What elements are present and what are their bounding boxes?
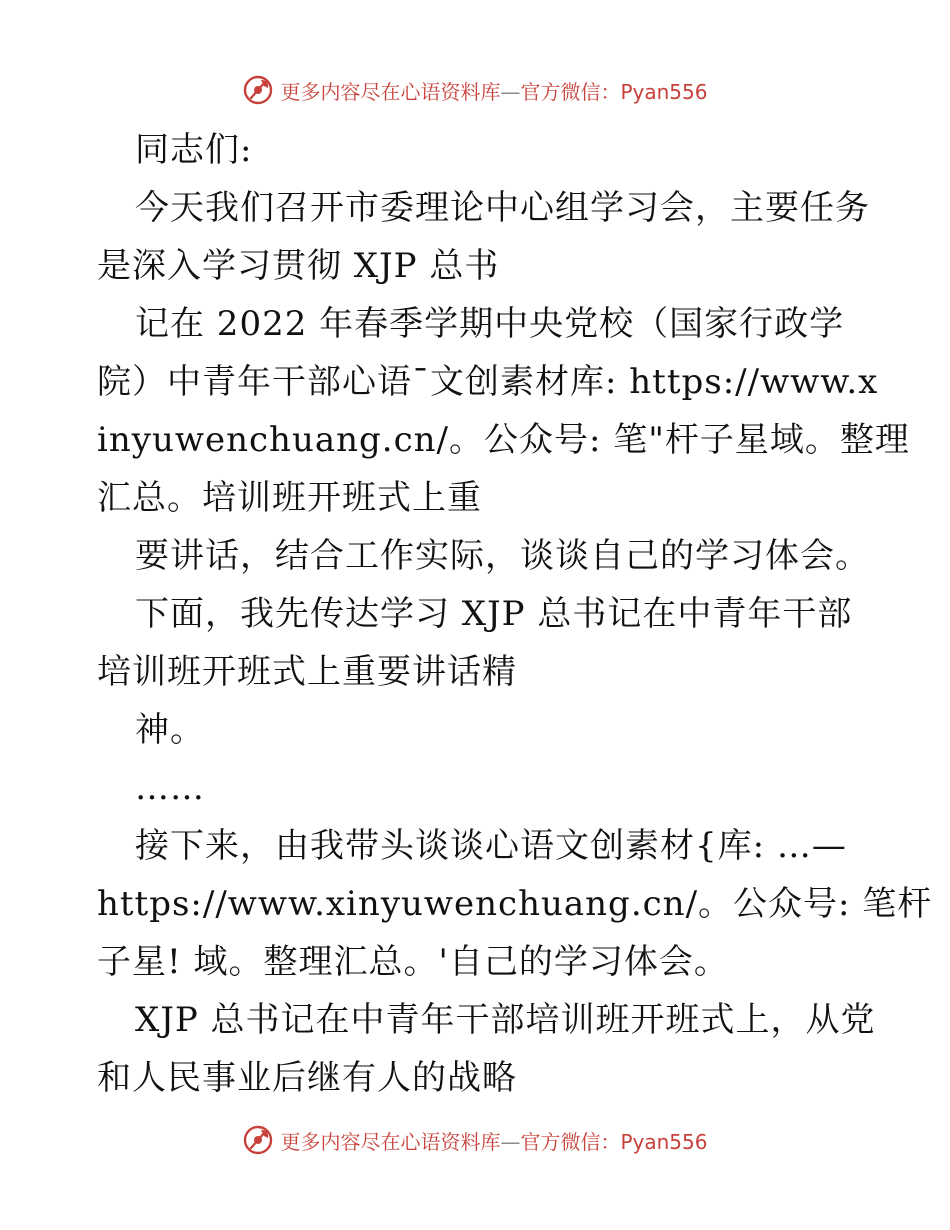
text-line: XJP 总书记在中青年干部培训班开班式上，从党 bbox=[135, 1000, 876, 1040]
text-line: …… bbox=[135, 768, 205, 808]
footer-banner bbox=[0, 1120, 950, 1160]
text-line: 是深入学习贯彻 XJP 总书 bbox=[97, 246, 500, 286]
text-line: 今天我们召开市委理论中心组学习会，主要任务 bbox=[135, 188, 870, 228]
document-body bbox=[97, 121, 933, 1107]
footer-banner-wechat-text: 官方微信：Pyan556 bbox=[520, 1129, 708, 1154]
text-line: 记在 2022 年春季学期中央党校（国家行政学 bbox=[135, 304, 845, 344]
text-line: 培训班开班式上重要讲话精 bbox=[97, 652, 517, 692]
banner-separator: — bbox=[500, 79, 521, 104]
text-line: 院）中青年干部心语¯文创素材库: https://www.x bbox=[97, 362, 879, 402]
text-line: 子星! 域。整理汇总。'自己的学习体会。 bbox=[97, 942, 729, 982]
quill-pen-icon bbox=[242, 1124, 274, 1156]
footer-banner-separator: — bbox=[500, 1129, 521, 1154]
footer-banner-main-text: 更多内容尽在心语资料库 bbox=[280, 1129, 501, 1154]
text-line: inyuwenchuang.cn/。公众号: 笔"杆子星域。整理 bbox=[97, 420, 910, 460]
banner-main-text: 更多内容尽在心语资料库 bbox=[280, 79, 501, 104]
text-line: 神。 bbox=[135, 710, 205, 750]
text-line: 和人民事业后继有人的战略 bbox=[97, 1058, 517, 1098]
text-line: 同志们: bbox=[135, 130, 253, 170]
quill-pen-icon bbox=[242, 74, 274, 106]
text-line: https://www.xinyuwenchuang.cn/。公众号: 笔杆 bbox=[97, 884, 933, 924]
banner-title bbox=[280, 76, 707, 105]
text-line: 要讲话，结合工作实际，谈谈自己的学习体会。 bbox=[135, 536, 870, 576]
banner-wechat-text: 官方微信：Pyan556 bbox=[520, 79, 708, 104]
text-line: 接下来，由我带头谈谈心语文创素材{库: …— bbox=[135, 826, 847, 866]
text-line: 下面，我先传达学习 XJP 总书记在中青年干部 bbox=[135, 594, 853, 634]
footer-banner-title bbox=[280, 1126, 707, 1155]
text-line: 汇总。培训班开班式上重 bbox=[97, 478, 482, 518]
header-banner bbox=[0, 70, 950, 110]
